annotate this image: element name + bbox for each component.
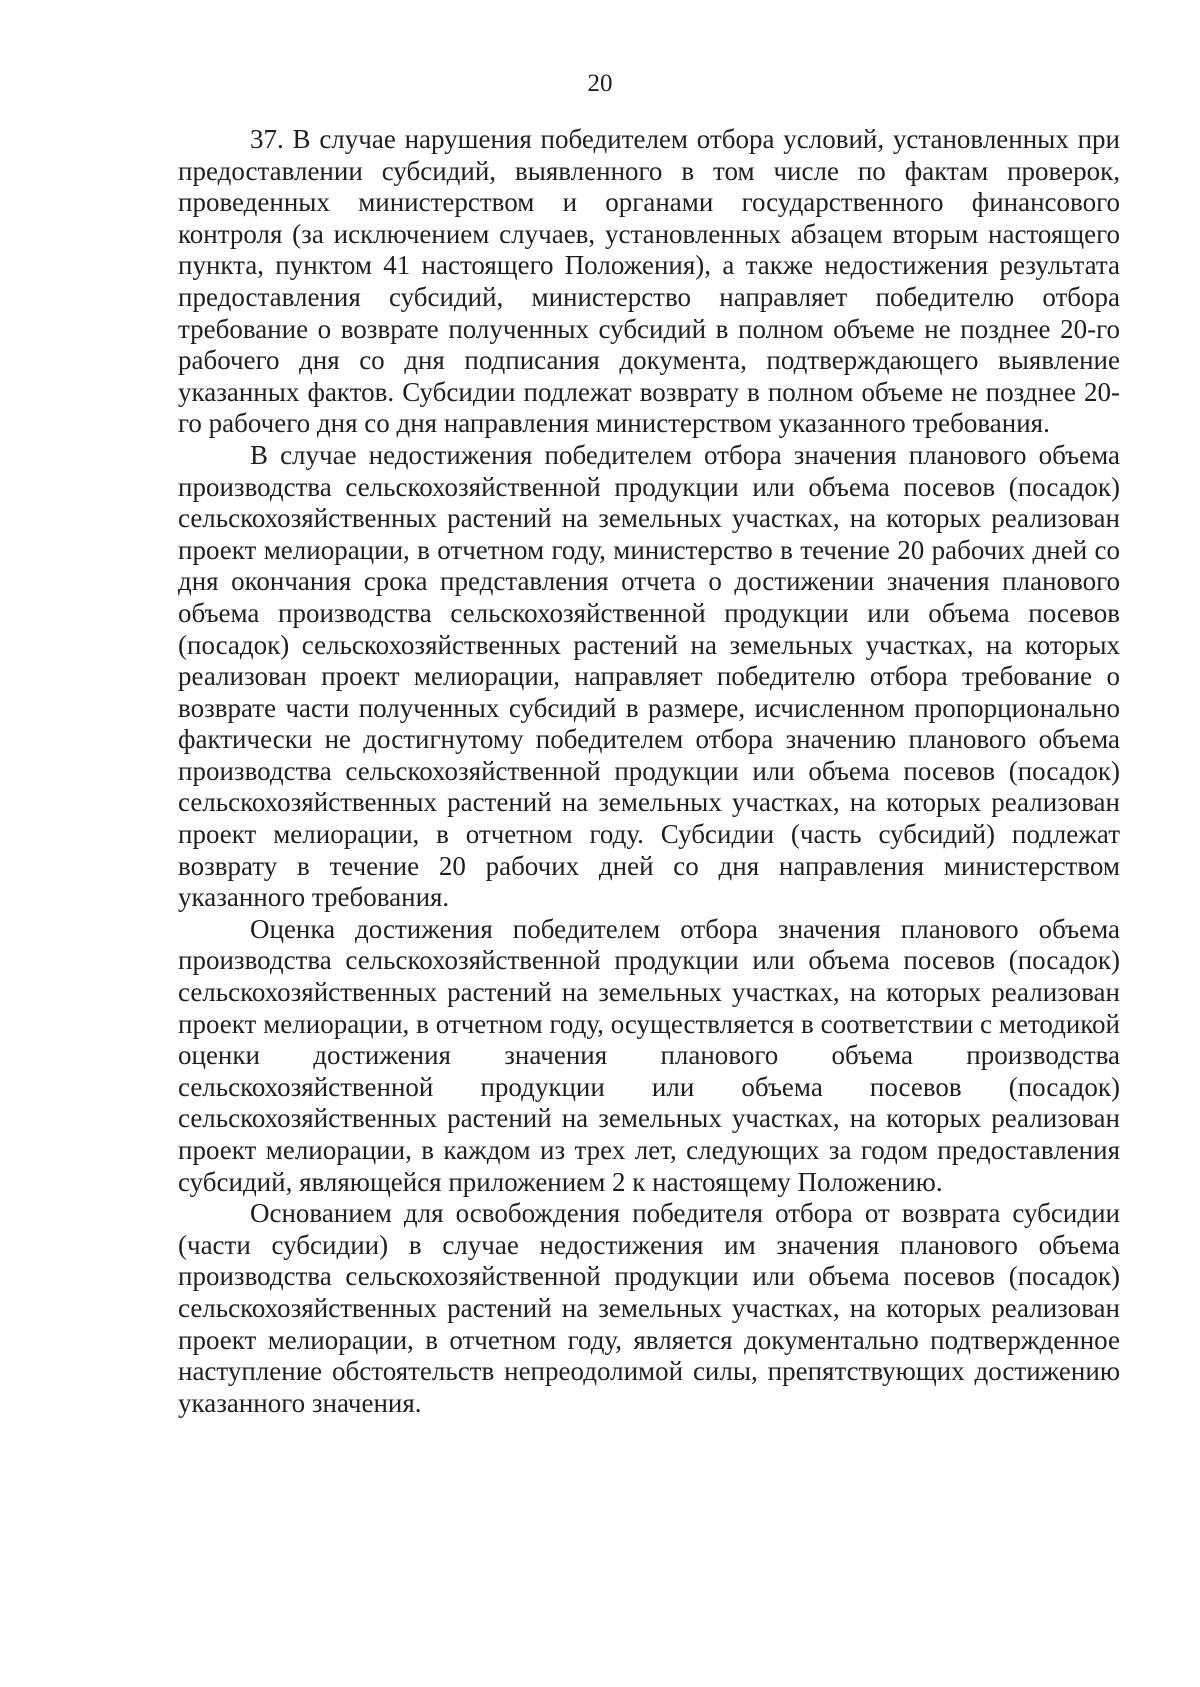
paragraph-shortfall-refund: В случае недостижения победителем отбора значения планового объема производства сельскохозяйственной продукции или объема посевов (посадок) сельскохозяйственных растений на земельных участках, на которых реализован проект мелиорации, в отчетном году, министерство в течение 20 рабочих дней со дня окончания срока представления отчета о достижении значения планового объема производства сельскохозяйственной продукции или объема посевов (посадок) сельскохозяйственных растений на земельных участках, на которых реализован проект мелиорации, направляет победителю отбора требование о возврате части полученных субсидий в размере, исчисленном пропорционально фактически не достигнутому победителем отбора значению планового объема производства сельскохозяйственной продукции или объема посевов (посадок) сельскохозяйственных растений на земельных участках, на которых реализован проект мелиорации, в отчетном году. Субсидии (часть субсидий) подлежат возврату в течение 20 рабочих дней со дня направления министерством указанного требования. — [178, 439, 1120, 913]
page-number: 20 — [587, 70, 613, 97]
paragraph-37: 37. В случае нарушения победителем отбора условий, установленных при предоставлении субсидий, выявленного в том числе по фактам проверок, проведенных министерством и органами государственного финансового контроля (за исключением случаев, установленных абзацем вторым настоящего пункта, пунктом 41 настоящего Положения), а также недостижения результата предоставления субсидий, министерство направляет победителю отбора требование о возврате полученных субсидий в полном объеме не позднее 20-го рабочего дня со дня подписания документа, подтверждающего выявление указанных фактов. Субсидии подлежат возврату в полном объеме не позднее 20-го рабочего дня со дня направления министерством указанного требования. — [178, 124, 1120, 439]
paragraph-assessment: Оценка достижения победителем отбора значения планового объема производства сельскохозяйственной продукции или объема посевов (посадок) сельскохозяйственных растений на земельных участках, на которых реализован проект мелиорации, в отчетном году, осуществляется в соответствии с методикой оценки достижения значения планового объема производства сельскохозяйственной продукции или объема посевов (посадок) сельскохозяйственных растений на земельных участках, на которых реализован проект мелиорации, в каждом из трех лет, следующих за годом предоставления субсидий, являющейся приложением 2 к настоящему Положению. — [178, 913, 1120, 1197]
paragraph-exemption: Основанием для освобождения победителя отбора от возврата субсидии (части субсидии) в случае недостижения им значения планового объема производства сельскохозяйственной продукции или объема посевов (посадок) сельскохозяйственных растений на земельных участках, на которых реализован проект мелиорации, в отчетном году, является документально подтвержденное наступление обстоятельств непреодолимой силы, препятствующих достижению указанного значения. — [178, 1198, 1120, 1418]
body-text — [178, 124, 1120, 1419]
